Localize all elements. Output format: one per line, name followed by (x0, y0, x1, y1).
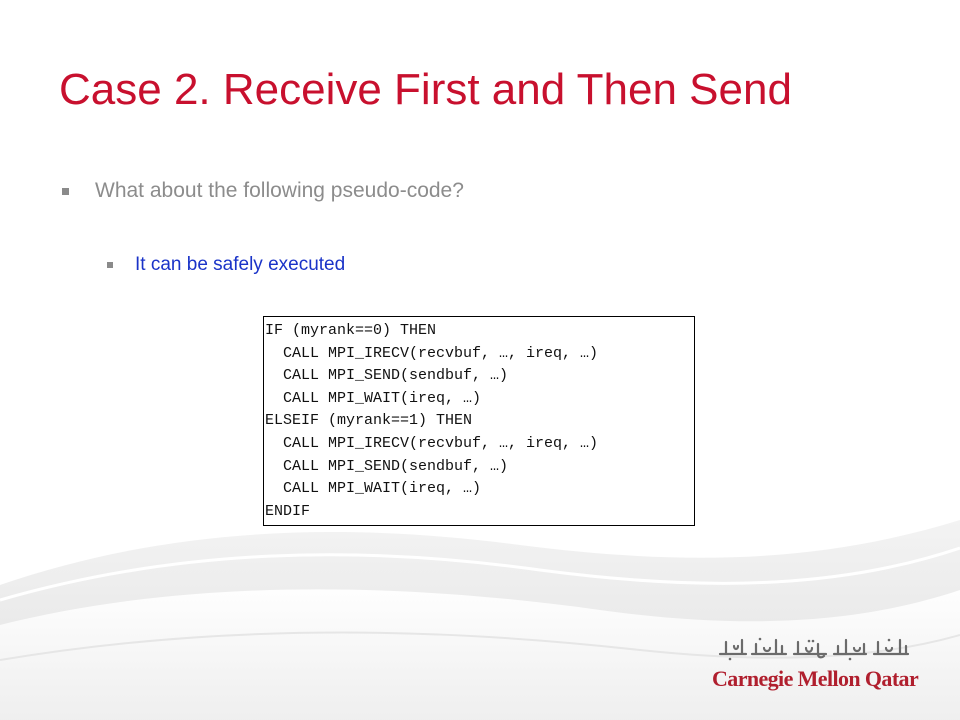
code-line: CALL MPI_WAIT(ireq, …) (265, 389, 482, 407)
pseudo-code-box (263, 316, 695, 526)
bullet-item (62, 176, 464, 206)
code-lines (264, 317, 694, 523)
code-line: IF (myrank==0) THEN (265, 322, 437, 339)
bullet-text: What about the following pseudo-code? (95, 179, 464, 202)
code-line: CALL MPI_SEND(sendbuf, …) (265, 367, 509, 385)
code-line: CALL MPI_IRECV(recvbuf, …, ireq, …) (265, 344, 599, 362)
sub-bullet-text: It can be safely executed (135, 254, 346, 275)
code-line: ENDIF (265, 502, 311, 520)
carnegie-mellon-qatar-logo (712, 636, 919, 694)
square-bullet-icon (62, 188, 69, 195)
square-bullet-icon (107, 262, 113, 268)
arabic-logo-script-icon (716, 636, 912, 662)
code-line: ELSEIF (myrank==1) THEN (265, 412, 473, 430)
sub-bullet-item (107, 252, 345, 278)
logo-wordmark: Carnegie Mellon Qatar (712, 666, 919, 691)
code-line: CALL MPI_WAIT(ireq, …) (265, 480, 482, 498)
code-line: CALL MPI_SEND(sendbuf, …) (265, 457, 509, 475)
slide-title: Case 2. Receive First and Then Send (59, 65, 792, 114)
code-line: CALL MPI_IRECV(recvbuf, …, ireq, …) (265, 434, 599, 452)
